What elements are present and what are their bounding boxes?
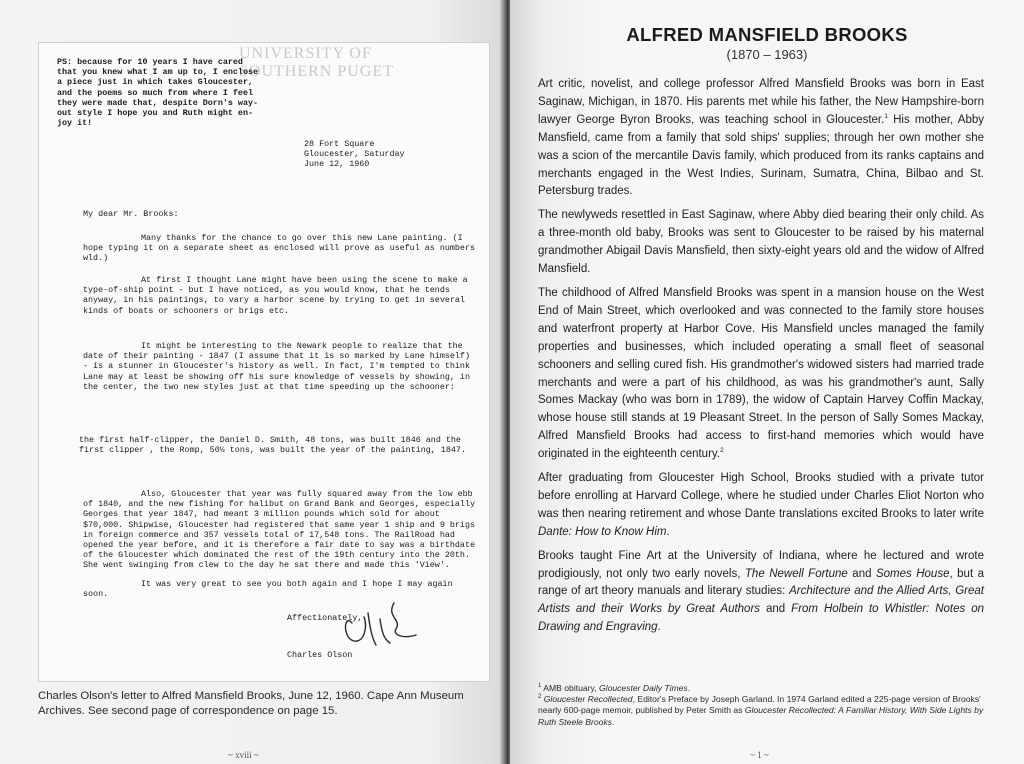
text-run: Brooks taught Fine Art at the University of Indiana, where he lectured and wrote prodigiously, not only two early novels,: [538, 549, 984, 580]
life-dates: (1870 – 1963): [726, 47, 808, 62]
right-page: [510, 0, 1024, 764]
text-run: and: [760, 603, 792, 616]
book-title: The Newell Fortune: [744, 567, 848, 580]
letter-salutation: My dear Mr. Brooks:: [83, 209, 179, 219]
footnote-ref: 1: [884, 112, 888, 120]
page-number-right: ~ 1 ~: [750, 750, 769, 760]
letter-facsimile: [38, 42, 490, 682]
letter-paragraph: Many thanks for the chance to go over this new Lane painting. (I hope typing it on a separate sheet as enclosed will prove as useful as numbers wld.): [83, 233, 476, 264]
letter-paragraph: the first half-clipper, the Daniel D. Smith, 48 tons, was built 1846 and the first clipper , the Romp, 50½ tons, was built the year of the painting, 1847.: [79, 435, 466, 456]
footnote-1: [538, 683, 984, 694]
letter-paragraph: Also, Gloucester that year was fully squared away from the low ebb of 1840, and the new fishing for halibut on Grand Bank and Georges, especially Georges that year 1847, had meant 3 million pounds which sold for about $70,000. Shipwise, Gloucester had registered that same year 1 ship and 9 brigs in foreign commerce and 357 vessels total of 17,548 tons. The RailRoad had opened the year before, and it is therefore a fair date to say was a birthdate of the Gloucester which dominated the rest of the 19th century into the 20th. She went swinging from clew to the day he sat there and made this 'View'.: [83, 489, 476, 571]
text-run: The childhood of Alfred Mansfield Brooks was spent in a mansion house on the West End of Main Street, which overlooked and was connected to the family store houses and waterfront property at Harbor Cove. His Mansfield uncles managed the family properties and businesses, which included operating a small fleet of seasonal schooners and selling cured fish. His grandmother's widowed sisters had married trade merchants and were a part of his childhood, as was his grandmother's aunt, Sally Somes Mackay (who was born in 1789), the widow of Captain Harvey Coffin Mackay, whose house still stands at 19 Pleasant Street. In the person of Sally Somes Mackay, Alfred Mansfield Brooks had access to first-hand memories which would have originated in the eighteenth century.: [538, 286, 984, 461]
paragraph-1: [538, 76, 984, 201]
text-run: .: [657, 621, 661, 634]
text-run: .: [666, 525, 670, 538]
footnote-ref: 2: [720, 447, 724, 455]
text-run: Art critic, novelist, and college professor Alfred Mansfield Brooks was born in East Saginaw, Michigan, in 1870. His parents met while his father, the New Hampshire-born lawyer George Byron Brooks, was teaching school in Gloucester.: [538, 78, 984, 126]
footnote-number: 2: [538, 694, 542, 701]
footnote-number: 1: [538, 683, 542, 690]
text-run: , but a range of art theory manuals and literary studies:: [538, 567, 985, 598]
book-title: From Holbein to Whistler: Notes on Drawing and Engraving: [538, 603, 985, 634]
letter-paragraph: It was very great to see you both again and I hope I may again soon.: [83, 579, 453, 600]
chapter-title: ALFRED MANSFIELD BROOKS: [626, 24, 908, 45]
paragraph-2: The newlyweds resettled in East Saginaw, where Abby died bearing their only child. As a three-month old baby, Brooks was sent to Gloucester to be raised by his maternal grandmother Abigail Davis Mansfield, then sixty-eight years old and the widow of Alfred Mansfield.: [538, 209, 984, 276]
letter-paragraph: At first I thought Lane might have been using the scene to make a type-of-ship point - but I have noticed, as you would know, that he tends anyway, in his paintings, to vary a harbor scene by trying to get in several kinds of boats or schooners or brigs etc.: [83, 275, 468, 316]
letter-signer: Charles Olson: [287, 649, 353, 660]
handwritten-signature: [324, 583, 434, 653]
paragraph-4: [538, 470, 984, 542]
text-run: AMB obituary,: [541, 683, 599, 693]
paragraph-3: [538, 285, 984, 464]
text-run: .: [687, 683, 691, 693]
publication-title: Gloucester Daily Times: [598, 683, 688, 693]
text-run: .: [612, 716, 615, 727]
footnote-2: [538, 694, 984, 728]
book-title: Dante: How to Know Him: [538, 525, 667, 538]
left-page: [0, 0, 505, 764]
letter-address: 28 Fort Square Gloucester, Saturday June 12, 1960: [304, 139, 405, 170]
footnotes: [538, 683, 984, 728]
book-title: Architecture and the Allied Arts, Great Artists and their Works by Great Authors: [538, 585, 984, 616]
letter-show-through: UNIVERSITY OF SOUTHERN PUGET: [239, 45, 394, 80]
body-text: [538, 76, 984, 643]
text-run: , Editor's Preface by Joseph Garland. In 1974 Garland edited a 225-page version of Brooks' nearly 600-page memoir, published by Peter Smith as: [538, 694, 981, 716]
publication-title: Gloucester Recollected: [541, 694, 633, 705]
figure-caption: Charles Olson's letter to Alfred Mansfield Brooks, June 12, 1960. Cape Ann Museum Archives. See second page of correspondence on page 15.: [38, 690, 464, 717]
letter-paragraph: It might be interesting to the Newark people to realize that the date of their painting - 1847 (I assume that it is so marked by Lane himself) - is a stunner in Gloucester's history as well. In fact, I'm tempted to think Lane may at least be showing off his sure knowledge of vessels by showing, in the center, the two new styles just at that time speeding up the schooner:: [83, 341, 470, 392]
text-run: After graduating from Gloucester High School, Brooks studied with a private tutor before enrolling at Harvard College, where he studied under Charles Eliot Norton who was then nearing retirement and whose Dante translations excited Brooks to later write: [538, 472, 984, 520]
letter-postscript: PS: because for 10 years I have cared that you knew what I am up to, I enclose a piece just in which takes Gloucester, and the poems so much from where I feel they were made that, despite Dorn's way- out style I hope you and Ruth might en- joy it!: [57, 57, 259, 129]
text-run: and: [847, 567, 876, 580]
book-title: Somes House: [875, 567, 950, 580]
text-run: His mother, Abby Mansfield, came from a family that sold ships' supplies; through her own mother she was a scion of the mercantile Davis family, which produced from its ranks captains and merchants engaged in the West Indies, Surinam, Sumatra, China, Bilbao and St. Petersburg trades.: [538, 113, 985, 198]
publication-title: Gloucester Recollected: A Familiar History, With Side Lights by Ruth Steele Brooks: [538, 705, 984, 727]
paragraph-5: [538, 548, 984, 638]
letter-closing-word: Affectionately,: [287, 613, 363, 624]
page-number-left: ~ xviii ~: [228, 750, 259, 760]
